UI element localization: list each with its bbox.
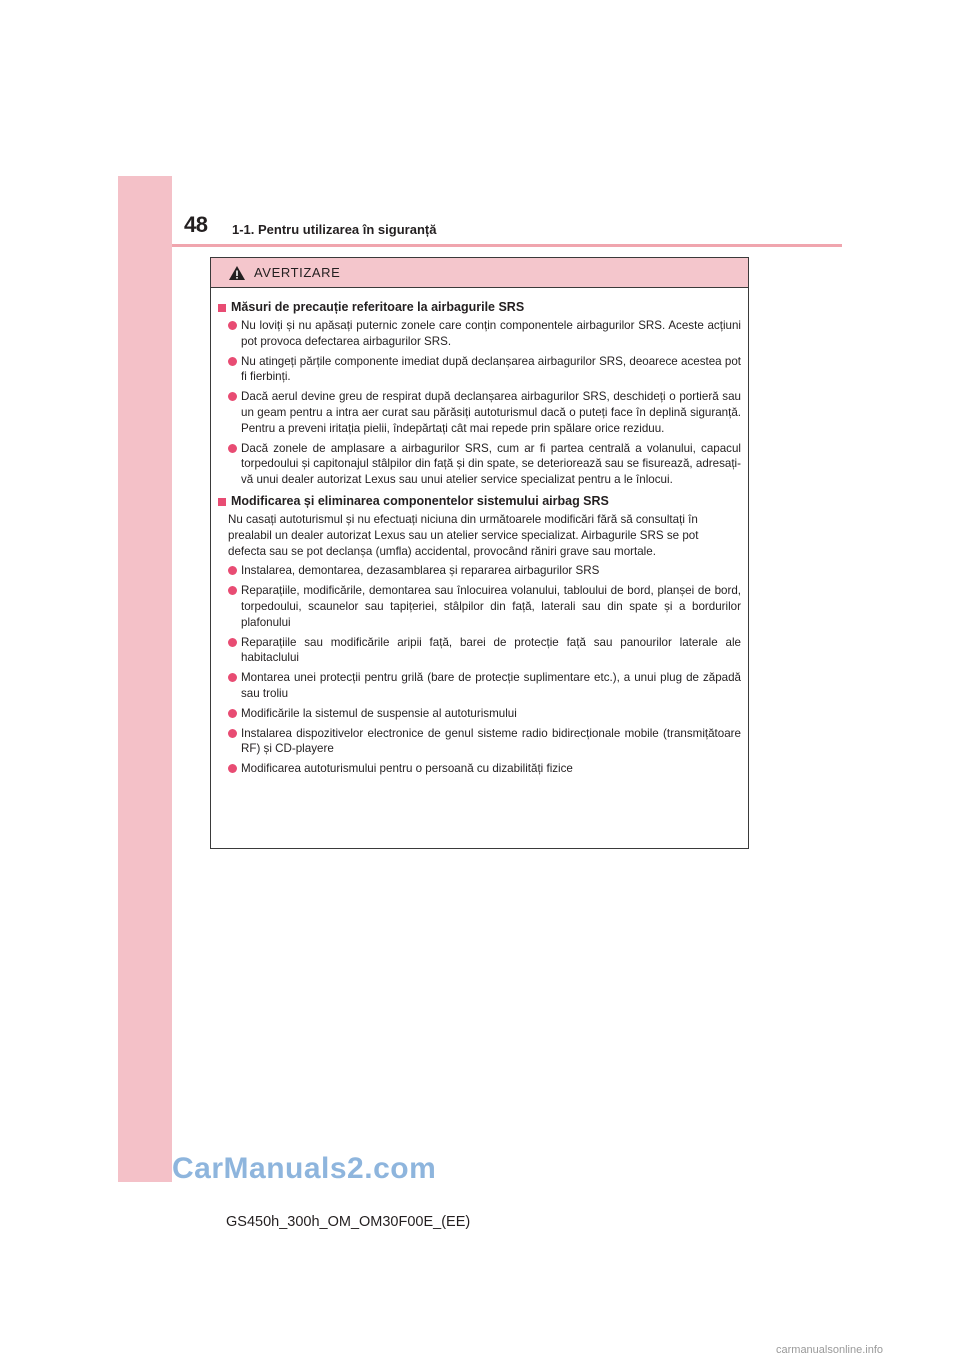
round-bullet-icon bbox=[228, 729, 237, 738]
section-intro: Nu casați autoturismul și nu efectuați niciuna din următoarele modificări fără să consultați în prealabil un dealer autorizat Lexus sau un atelier service specializat. Airbagurile SRS se pot defecta sau se pot declanșa (umfla) accidental, provocând răniri grave sau mortale. bbox=[228, 512, 699, 558]
header-rule bbox=[172, 244, 842, 247]
side-band bbox=[118, 176, 172, 1182]
list-item: Dacă zonele de amplasare a airbagurilor SRS, cum ar fi partea centrală a volanului, capacul torpedoului și capitonajul stâlpilor din față și din spate, se deteriorează sau se fisurează, adresați-vă unui dealer autorizat Lexus sau unui atelier service specializat pentru a le înlocui. bbox=[218, 441, 741, 488]
watermark-logo: CarManuals2.com bbox=[172, 1152, 437, 1185]
round-bullet-icon bbox=[228, 709, 237, 718]
round-bullet-icon bbox=[228, 586, 237, 595]
watermark-site: carmanualsonline.info bbox=[776, 1344, 884, 1356]
list-item: Modificarea autoturismului pentru o persoană cu dizabilități fizice bbox=[218, 761, 741, 777]
section-heading-airbag-precautions: Măsuri de precauție referitoare la airbagurile SRS bbox=[218, 300, 741, 314]
model-code: GS450h_300h_OM_OM30F00E_(EE) bbox=[226, 1214, 471, 1230]
round-bullet-icon bbox=[228, 392, 237, 401]
section-heading-airbag-modification: Modificarea și eliminarea componentelor sistemului airbag SRS bbox=[218, 494, 741, 508]
round-bullet-icon bbox=[228, 444, 237, 453]
warning-box bbox=[210, 257, 749, 849]
square-bullet-icon bbox=[218, 304, 226, 312]
round-bullet-icon bbox=[228, 566, 237, 575]
list-item: Reparațiile, modificările, demontarea sau înlocuirea volanului, tabloului de bord, planșei de bord, torpedoului, scaunelor sau tapițeriei, stâlpilor din față, laterali sau din spate și a bordurilor plafonului bbox=[218, 583, 741, 630]
warning-triangle-icon bbox=[228, 265, 246, 281]
square-bullet-icon bbox=[218, 498, 226, 506]
list-item: Instalarea dispozitivelor electronice de genul sisteme radio bidirecționale mobile (transmițătoare RF) și CD-playere bbox=[218, 726, 741, 758]
section-title: 1-1. Pentru utilizarea în siguranță bbox=[232, 222, 437, 237]
list-item: Nu loviți și nu apăsați puternic zonele care conțin componentele airbagurilor SRS. Aceste acțiuni pot provoca defectarea airbagurilor SRS. bbox=[218, 318, 741, 350]
round-bullet-icon bbox=[228, 764, 237, 773]
list-item: Nu atingeți părțile componente imediat după declanșarea airbagurilor SRS, deoarece acestea pot fi fierbinți. bbox=[218, 354, 741, 386]
list-item: Dacă aerul devine greu de respirat după declanșarea airbagurilor SRS, deschideți o portieră sau un geam pentru a intra aer curat sau părăsiți autoturismul dacă o puteți face în deplină siguranță. Pentru a preveni iritația pielii, îndepărtați cât mai repede prin spălare orice reziduu. bbox=[218, 389, 741, 436]
warning-body bbox=[211, 288, 748, 777]
warning-header bbox=[211, 258, 748, 288]
list-item: Modificările la sistemul de suspensie al autoturismului bbox=[218, 706, 741, 722]
list-item: Instalarea, demontarea, dezasamblarea și repararea airbagurilor SRS bbox=[218, 563, 741, 579]
round-bullet-icon bbox=[228, 321, 237, 330]
list-item: Montarea unei protecții pentru grilă (bare de protecție suplimentare etc.), a unui plug de zăpadă sau troliu bbox=[218, 670, 741, 702]
page-number: 48 bbox=[184, 212, 208, 237]
list-item: Reparațiile sau modificările aripii față, barei de protecție față sau panourilor laterale ale habitaclului bbox=[218, 635, 741, 667]
warning-label: AVERTIZARE bbox=[254, 265, 341, 280]
round-bullet-icon bbox=[228, 673, 237, 682]
round-bullet-icon bbox=[228, 357, 237, 366]
round-bullet-icon bbox=[228, 638, 237, 647]
